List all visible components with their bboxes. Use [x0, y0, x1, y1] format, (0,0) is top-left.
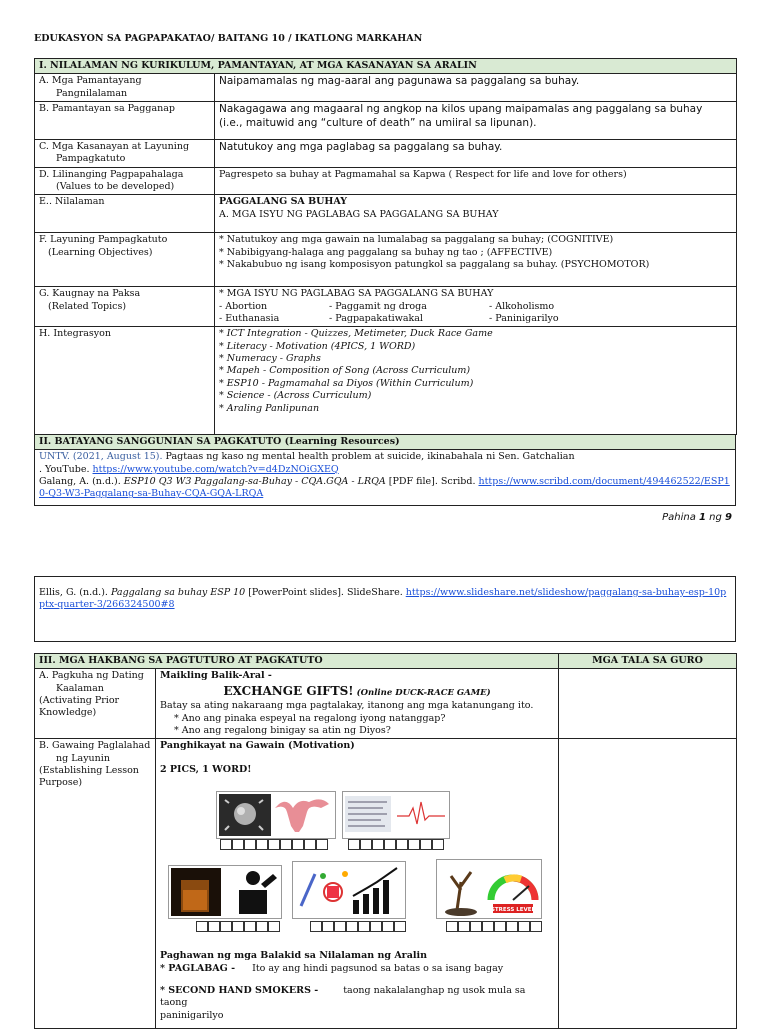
step-a-notes: [559, 669, 737, 739]
puzzle-3-image: [168, 865, 282, 919]
topic-item: - Euthanasia: [219, 313, 280, 325]
document-header: EDUKASYON SA PAGPAPAKATAO/ BAITANG 10 / IKATLONG MARKAHAN: [34, 33, 423, 44]
stress-gauge-icon: [437, 860, 541, 918]
topic-item: - Pagpapakatiwakal: [329, 313, 423, 325]
resources-table: [34, 434, 736, 506]
term-paglabag: * PAGLABAG - Ito ay ang hindi pagsunod sa batas o sa isang bagay: [160, 962, 504, 974]
puzzle-2-image: [342, 791, 450, 839]
integration-item: * Araling Panlipunan: [219, 402, 320, 414]
row-g-value: * MGA ISYU NG PAGLABAG SA PAGGALANG SA BUHAY - Abortion - Paggamit ng droga - Alkoholismo - Euthanasia - Pagpapakatiwakal - Paninigarilyo: [215, 287, 737, 327]
row-b-label: B. Pamantayan sa Pagganap: [35, 102, 215, 140]
term-second-hand-smokers: * SECOND HAND SMOKERS - taong nakalalanghap ng usok mula sa taong: [160, 985, 526, 1009]
drugs-graph-icon: [293, 862, 405, 918]
step-b-content: Panghikayat na Gawain (Motivation) 2 PICS, 1 WORD! STRESS LEVEL Paghawan ng mga Balakid sa Nilalaman ng Aralin * PAGLABAG - Ito ay ang hindi pagsunod sa batas o sa isang bagay * SECOND HAND SMOKERS - taong nakalalanghap ng usok mula sa taong paninigarilyo: [156, 739, 559, 1029]
topic-item: - Paggamit ng droga: [329, 300, 427, 312]
vocabulary-section: Paghawan ng mga Balakid sa Nilalaman ng Aralin * PAGLABAG - Ito ay ang hindi pagsunod sa batas o sa isang bagay * SECOND HAND SMOKERS - taong nakalalanghap ng usok mula sa taong paninigarilyo: [160, 950, 555, 1022]
objective-item: * Nabibigyang-halaga ang paggalang sa buhay ng tao ; (AFFECTIVE): [219, 246, 553, 258]
step-a-content: Maikling Balik-Aral - EXCHANGE GIFTS! (Online DUCK-RACE GAME) Batay sa ating nakaraang mga pagtalakay, itanong ang mga katanungang ito. * Ano ang pinaka espeyal na regalong iyong natanggap? * Ano ang regalong binigay sa atin ng Diyos?: [156, 669, 559, 739]
question-item: * Ano ang regalong binigay sa atin ng Diyos?: [174, 724, 391, 736]
row-e-value: PAGGALANG SA BUHAY A. MGA ISYU NG PAGLABAG SA PAGGALANG SA BUHAY: [215, 195, 737, 233]
question-item: * Ano ang pinaka espeyal na regalong iyong natanggap?: [174, 712, 446, 724]
row-a-label: A. Mga Pamantayang Pangnilalaman: [35, 74, 215, 102]
topic-item: - Alkoholismo: [489, 300, 555, 312]
integration-item: * Numeracy - Graphs: [219, 353, 321, 365]
curriculum-table: [34, 58, 737, 435]
objective-item: * Nakabubuo ng isang komposisyon patungkol sa paggalang sa buhay. (PSYCHOMOTOR): [219, 259, 650, 271]
puzzle-2-letter-slots[interactable]: [348, 839, 444, 850]
row-a-value: Naipamamalas ng mag-aaral ang pagunawa sa paggalang sa buhay.: [215, 74, 737, 102]
related-topics-grid: [219, 301, 732, 326]
puzzle-4-image: [292, 861, 406, 919]
puzzle-3-letter-slots[interactable]: [196, 921, 280, 932]
row-g-label: G. Kaugnay na Paksa (Related Topics): [35, 287, 215, 327]
stress-level-label: STRESS LEVEL: [490, 907, 536, 914]
integration-item: * Literacy - Motivation (4PICS, 1 WORD): [219, 340, 416, 352]
integration-item: * Science - (Across Curriculum): [219, 390, 372, 402]
resources-list: UNTV. (2021, August 15). Pagtaas ng kaso ng mental health problem at suicide, ikinabahala ni Sen. Gatchalian . YouTube. https://www.youtube.com/watch?v=d4DzNOiGXEQ Galang, A. (n.d.). ESP10 Q3 W3 Paggalang-sa-Buhay - CQA.GQA - LRQA [PDF file]. Scribd. https://www.scribd.com/document/494462522/ESP10-Q3-W3-Paggalang-sa-Buhay-CQA-GQA-LRQA: [35, 450, 736, 506]
objective-item: * Natutukoy ang mga gawain na lumalabag sa paggalang sa buhay; (COGNITIVE): [219, 234, 614, 246]
topic-item: - Abortion: [219, 300, 268, 312]
step-a-label: A. Pagkuha ng Dating Kaalaman (Activating Prior Knowledge): [35, 669, 156, 739]
integration-item: * ESP10 - Pagmamahal sa Diyos (Within Curriculum): [219, 377, 474, 389]
row-h-label: H. Integrasyon: [35, 327, 215, 435]
teacher-notes-title: MGA TALA SA GURO: [559, 654, 737, 669]
puzzle-1-image: [216, 791, 336, 839]
step-b-label: B. Gawaing Paglalahad ng Layunin (Establishing Lesson Purpose): [35, 739, 156, 1029]
integration-item: * ICT Integration - Quizzes, Metimeter, Duck Race Game: [219, 328, 493, 340]
puzzle-1-letter-slots[interactable]: [220, 839, 328, 850]
row-f-value: [215, 233, 737, 287]
procedure-table: [34, 653, 737, 1029]
youtube-link[interactable]: https://www.youtube.com/watch?v=d4DzNOiGXEQ: [92, 463, 339, 475]
reference-ellis: Ellis, G. (n.d.). Paggalang sa buhay ESP 10 [PowerPoint slides]. SlideShare. https://www.slideshare.net/slideshow/paggalang-sa-buhay-esp-10pptx-quarter-3/266324500#8: [39, 587, 727, 611]
game-title: 2 PICS, 1 WORD!: [160, 763, 252, 775]
row-e-label: E.. Nilalaman: [35, 195, 215, 233]
row-b-value: Nakagagawa ang magaaral ng angkop na kilos upang maipamalas ang paggalang sa buhay (i.e., maituwid ang “culture of death” na umiiral sa lipunan).: [215, 102, 737, 140]
heartbeat-icon: [343, 792, 449, 838]
topic-item: - Paninigarilyo: [489, 313, 559, 325]
integration-item: * Mapeh - Composition of Song (Across Curriculum): [219, 365, 471, 377]
reference-box: [34, 576, 736, 642]
puzzle-5-image: [436, 859, 542, 919]
section-2-title: II. BATAYANG SANGGUNIAN SA PAGKATUTO (Learning Resources): [35, 435, 736, 450]
reference-galang: Galang, A. (n.d.). ESP10 Q3 W3 Paggalang-sa-Buhay - CQA.GQA - LRQA [PDF file]. Scribd. https://www.scribd.com/document/494462522/ESP10-Q3-W3-Paggalang-sa-Buhay-CQA-GQA-LRQA: [39, 476, 730, 500]
fetus-uterus-icon: [217, 792, 335, 838]
slideshare-link[interactable]: https://www.slideshare.net/slideshow/paggalang-sa-buhay-esp-10pptx-quarter-3/266324500#8: [39, 587, 727, 611]
page-number: Pahina 1 ng 9: [662, 512, 732, 523]
alcohol-drinking-icon: [169, 866, 281, 918]
step-b-notes: [559, 739, 737, 1029]
row-d-label: D. Lilinanging Pagpapahalaga (Values to be developed): [35, 167, 215, 195]
section-1-title: I. NILALAMAN NG KURIKULUM, PAMANTAYAN, AT MGA KASANAYAN SA ARALIN: [35, 59, 737, 74]
scribd-link[interactable]: https://www.scribd.com/document/494462522/ESP10-Q3-W3-Paggalang-sa-Buhay-CQA-GQA-LRQA: [39, 476, 730, 500]
row-d-value: Pagrespeto sa buhay at Pagmamahal sa Kapwa ( Respect for life and love for others): [215, 167, 737, 195]
row-c-value: Natutukoy ang mga paglabag sa paggalang sa buhay.: [215, 140, 737, 168]
section-3-title: III. MGA HAKBANG SA PAGTUTURO AT PAGKATUTO: [35, 654, 559, 669]
row-f-label: F. Layuning Pampagkatuto (Learning Objectives): [35, 233, 215, 287]
puzzle-5-letter-slots[interactable]: [446, 921, 542, 932]
row-c-label: C. Mga Kasanayan at Layuning Pampagkatuto: [35, 140, 215, 168]
activity-title: EXCHANGE GIFTS!: [223, 683, 354, 698]
reference-untv: UNTV. (2021, August 15). Pagtaas ng kaso ng mental health problem at suicide, ikinabahala ni Sen. Gatchalian: [39, 451, 575, 463]
row-h-value: [215, 327, 737, 435]
puzzle-4-letter-slots[interactable]: [310, 921, 406, 932]
